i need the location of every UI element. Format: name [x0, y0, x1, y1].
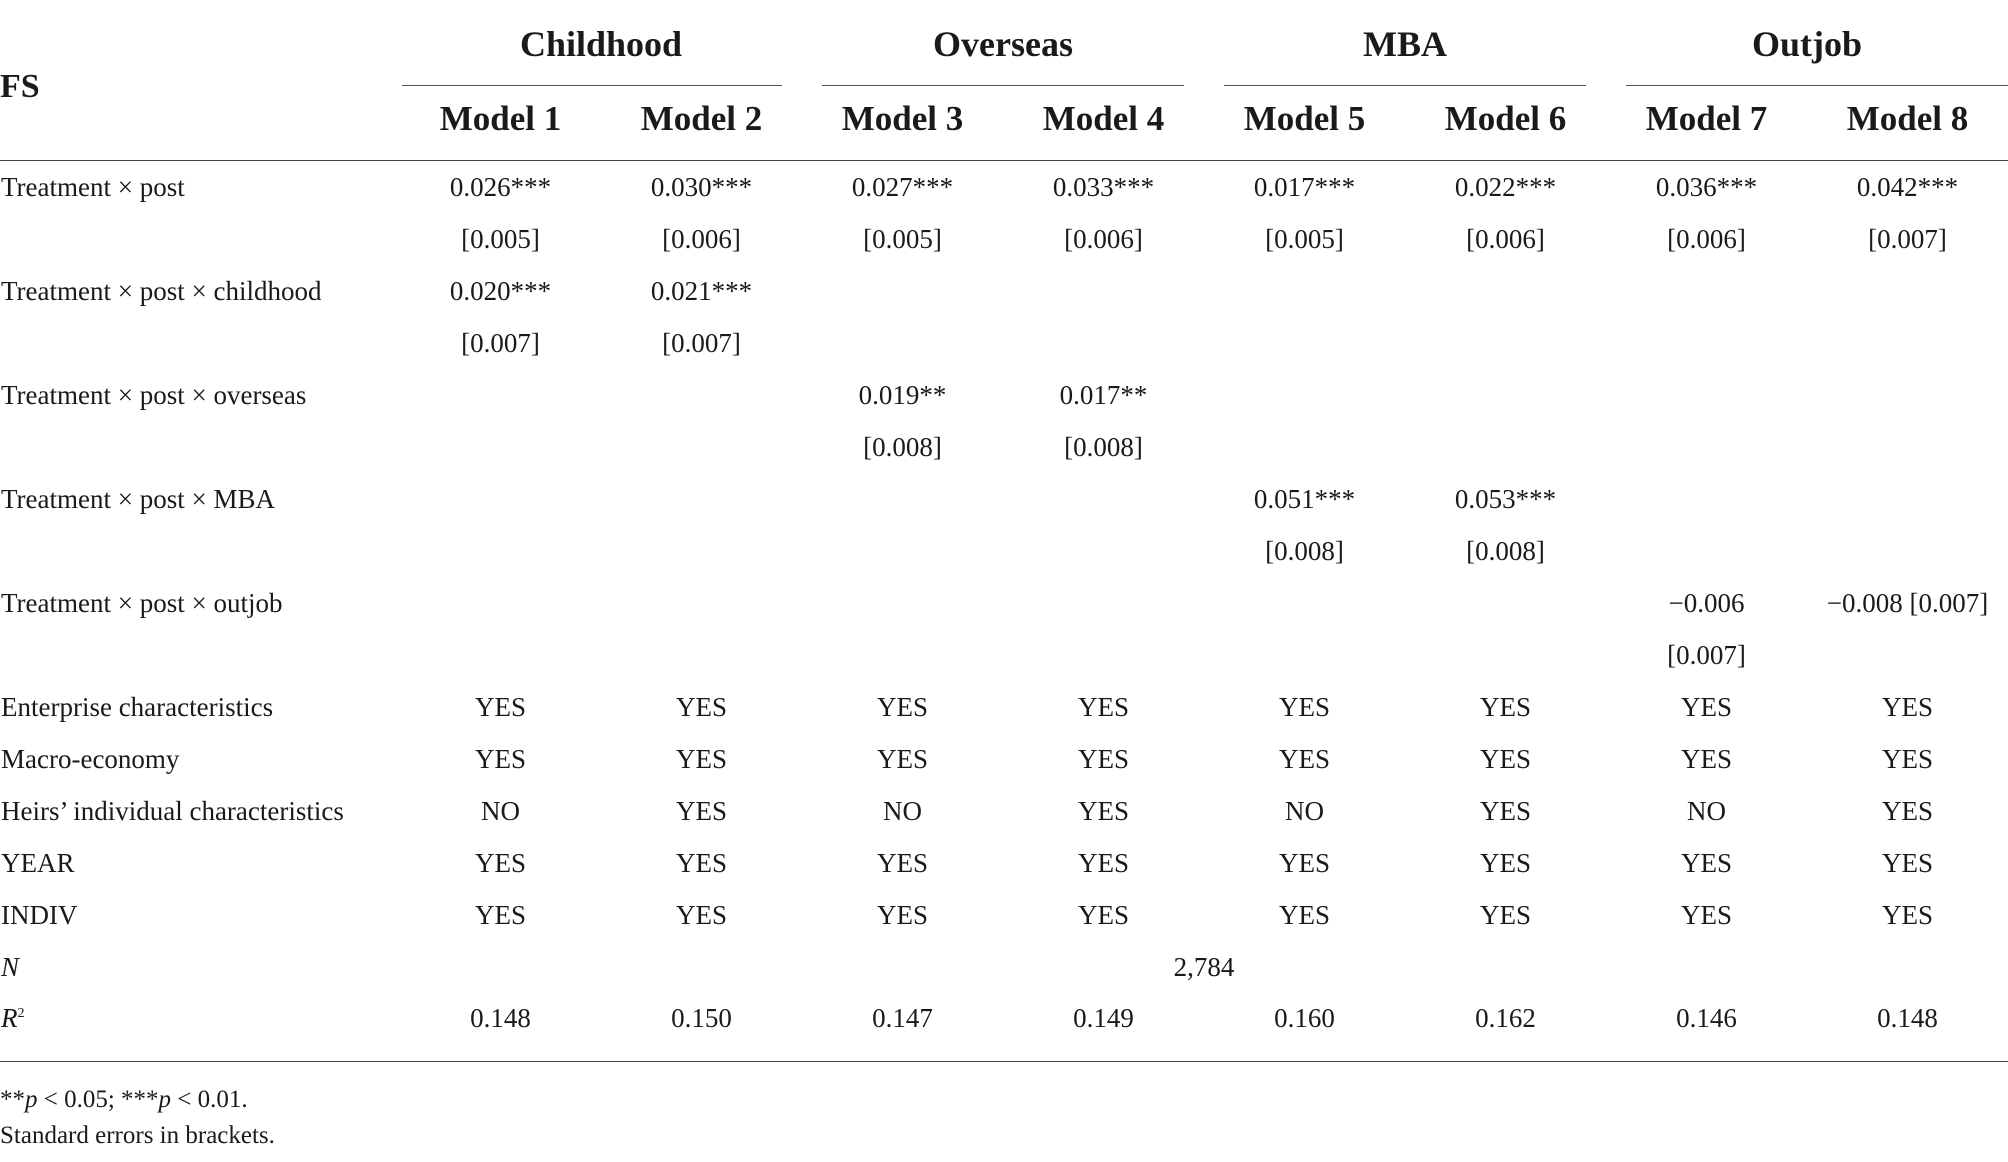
table-cell: YES: [1680, 847, 1732, 878]
table-cell: YES: [1479, 899, 1531, 930]
group-header-overseas: Overseas: [933, 24, 1073, 64]
table-cell: [1204, 421, 1405, 473]
row-label: Treatment × post × outjob: [1, 587, 283, 618]
table-cell: YES: [675, 795, 727, 826]
model-header-blank: [0, 78, 400, 161]
table-cell: [400, 577, 601, 629]
model-header-3: Model 3: [802, 78, 1003, 161]
model-header-7: Model 7: [1606, 78, 1807, 161]
table-cell: [0.007]: [662, 327, 741, 358]
row-label: Treatment × post: [1, 171, 185, 202]
group-header-outjob: Outjob: [1751, 24, 1863, 64]
table-cell: 0.051***: [1253, 483, 1356, 514]
row-label: Enterprise characteristics: [1, 691, 274, 722]
table-cell: [601, 577, 802, 629]
standard-errors-note: Standard errors in brackets.: [0, 1122, 275, 1149]
table-cell: YES: [474, 847, 526, 878]
row-label: Treatment × post × overseas: [1, 379, 307, 410]
n-value: 2,784: [1173, 951, 1235, 982]
table-cell: YES: [1278, 899, 1330, 930]
row-label: Heirs’ individual characteristics: [1, 795, 344, 826]
table-cell: [1606, 525, 1807, 577]
table-cell: [0.007]: [1868, 223, 1947, 254]
table-cell: −0.008 [0.007]: [1826, 587, 1989, 618]
table-cell: [802, 525, 1003, 577]
table-cell: 0.026***: [449, 171, 552, 202]
r2-cell-2: 0.150: [601, 993, 802, 1062]
table-cell: YES: [675, 899, 727, 930]
row-label: [0, 421, 400, 473]
table-cell: YES: [1077, 847, 1129, 878]
table-cell: 0.019**: [858, 379, 947, 410]
table-cell: [0.006]: [1667, 223, 1746, 254]
row-label: Macro-economy: [1, 743, 180, 774]
table-cell: YES: [474, 743, 526, 774]
table-cell: NO: [883, 795, 922, 826]
table-cell: [1204, 369, 1405, 421]
table-cell: [0.007]: [461, 327, 540, 358]
table-cell: [601, 421, 802, 473]
table-cell: YES: [1077, 795, 1129, 826]
table-cell: [0.005]: [863, 223, 942, 254]
table-cell: 0.036***: [1655, 171, 1758, 202]
table-cell: [0.007]: [1667, 639, 1746, 670]
table-cell: YES: [1278, 691, 1330, 722]
table-row: [0, 317, 2008, 369]
r2-cell-4: 0.149: [1003, 993, 1204, 1062]
table-cell: NO: [1285, 795, 1324, 826]
table-row: [0, 525, 2008, 577]
table-row: [0, 369, 2008, 421]
table-cell: YES: [1278, 847, 1330, 878]
table-cell: 0.042***: [1856, 171, 1959, 202]
table-row: [0, 681, 2008, 733]
table-cell: [802, 265, 1003, 317]
r2-cell-8: 0.148: [1807, 993, 2008, 1062]
table-cell: 0.053***: [1454, 483, 1557, 514]
table-cell: [1606, 473, 1807, 525]
r2-cell-6: 0.162: [1405, 993, 1606, 1062]
regression-table: [0, 10, 2008, 1062]
table-cell: [601, 369, 802, 421]
table-cell: YES: [1881, 899, 1933, 930]
table-cell: [1003, 577, 1204, 629]
n-label: N: [1, 951, 20, 982]
table-row: [0, 265, 2008, 317]
table-cell: [1405, 577, 1606, 629]
sig-rest-2: < 0.01.: [171, 1086, 248, 1113]
table-cell: YES: [1479, 743, 1531, 774]
table-cell: [1405, 421, 1606, 473]
r2-cell-5: 0.160: [1204, 993, 1405, 1062]
table-cell: YES: [1680, 743, 1732, 774]
table-cell: [1807, 421, 2008, 473]
table-cell: [601, 525, 802, 577]
table-cell: [0.006]: [1064, 223, 1143, 254]
table-cell: [1807, 629, 2008, 681]
row-label: [0, 525, 400, 577]
table-cell: [0.008]: [1466, 535, 1545, 566]
table-cell: YES: [1077, 743, 1129, 774]
table-cell: [1807, 473, 2008, 525]
table-cell: 0.017***: [1253, 171, 1356, 202]
table-cell: [802, 577, 1003, 629]
row-label: YEAR: [1, 847, 75, 878]
table-cell: [0.005]: [461, 223, 540, 254]
group-header-row: [0, 10, 2008, 78]
table-cell: YES: [1881, 743, 1933, 774]
model-header-5: Model 5: [1204, 78, 1405, 161]
table-cell: [0.008]: [1064, 431, 1143, 462]
table-cell: YES: [1881, 691, 1933, 722]
n-row: [0, 941, 2008, 993]
table-cell: YES: [675, 691, 727, 722]
row-label: [0, 317, 400, 369]
table-cell: YES: [474, 899, 526, 930]
table-cell: [1003, 473, 1204, 525]
corner-label-cell: [0, 10, 400, 105]
table-cell: [1606, 317, 1807, 369]
table-notes: [0, 1082, 275, 1154]
table-cell: [1003, 265, 1204, 317]
table-cell: YES: [1278, 743, 1330, 774]
table-cell: [400, 473, 601, 525]
table-cell: [1003, 525, 1204, 577]
table-row: [0, 213, 2008, 265]
table-cell: YES: [675, 743, 727, 774]
table-cell: [0.008]: [863, 431, 942, 462]
table-cell: YES: [675, 847, 727, 878]
table-cell: YES: [1881, 795, 1933, 826]
r2-row: [0, 993, 2008, 1062]
group-header-mba: MBA: [1363, 24, 1447, 64]
table-cell: YES: [1077, 899, 1129, 930]
table-cell: YES: [876, 691, 928, 722]
model-header-1: Model 1: [400, 78, 601, 161]
model-header-6: Model 6: [1405, 78, 1606, 161]
table-cell: [1807, 317, 2008, 369]
table-cell: [1606, 265, 1807, 317]
table-row: [0, 785, 2008, 837]
table-row: [0, 629, 2008, 681]
table-cell: [1807, 265, 2008, 317]
table-cell: [1003, 317, 1204, 369]
table-cell: 0.020***: [449, 275, 552, 306]
table-cell: [1405, 265, 1606, 317]
table-cell: [1405, 369, 1606, 421]
table-cell: [0.006]: [1466, 223, 1545, 254]
model-header-4: Model 4: [1003, 78, 1204, 161]
corner-label: FS: [0, 68, 40, 105]
table-cell: [1606, 421, 1807, 473]
r2-label-cell: [0, 993, 400, 1062]
row-label: Treatment × post × childhood: [1, 275, 322, 306]
r2-cell-7: 0.146: [1606, 993, 1807, 1062]
table-cell: [0.005]: [1265, 223, 1344, 254]
table-cell: [802, 317, 1003, 369]
table-cell: NO: [1687, 795, 1726, 826]
significance-note: [0, 1082, 275, 1118]
r2-cell-3: 0.147: [802, 993, 1003, 1062]
table-row: [0, 837, 2008, 889]
sig-rest-1: < 0.05; ***: [37, 1086, 159, 1113]
table-cell: [1204, 577, 1405, 629]
table-cell: [1405, 317, 1606, 369]
table-cell: −0.006: [1668, 587, 1745, 618]
table-cell: [400, 629, 601, 681]
table-cell: [1606, 369, 1807, 421]
table-cell: [601, 629, 802, 681]
table-cell: [1807, 525, 2008, 577]
table-row: [0, 161, 2008, 214]
r2-label: R: [1, 1003, 18, 1033]
table-cell: [1405, 629, 1606, 681]
row-label: [0, 629, 400, 681]
group-header-childhood: Childhood: [519, 24, 683, 64]
table-cell: [802, 629, 1003, 681]
table-cell: NO: [481, 795, 520, 826]
table-cell: [0.006]: [662, 223, 741, 254]
row-label: [0, 213, 400, 265]
sig-stars-1: **: [0, 1086, 25, 1113]
model-header-2: Model 2: [601, 78, 802, 161]
table-row: [0, 733, 2008, 785]
table-row: [0, 577, 2008, 629]
table-cell: [802, 473, 1003, 525]
row-label: INDIV: [1, 899, 78, 930]
table-cell: YES: [1077, 691, 1129, 722]
table-cell: YES: [876, 899, 928, 930]
table-cell: 0.027***: [851, 171, 954, 202]
table-row: [0, 889, 2008, 941]
table-cell: 0.017**: [1059, 379, 1148, 410]
table-cell: YES: [474, 691, 526, 722]
table-cell: 0.033***: [1052, 171, 1155, 202]
table-cell: [601, 473, 802, 525]
table-cell: YES: [876, 847, 928, 878]
r2-cell-1: 0.148: [400, 993, 601, 1062]
table-cell: YES: [1479, 847, 1531, 878]
table-cell: YES: [1881, 847, 1933, 878]
table-cell: 0.022***: [1454, 171, 1557, 202]
table-cell: YES: [1680, 899, 1732, 930]
table-cell: [400, 421, 601, 473]
table-cell: YES: [1479, 795, 1531, 826]
table-cell: [1204, 317, 1405, 369]
table-cell: [0.008]: [1265, 535, 1344, 566]
table-cell: YES: [876, 743, 928, 774]
r2-label-sup: 2: [17, 1006, 25, 1021]
row-label: Treatment × post × MBA: [1, 483, 275, 514]
table-cell: [400, 369, 601, 421]
model-header-8: Model 8: [1807, 78, 2008, 161]
table-cell: [1204, 629, 1405, 681]
table-cell: [1204, 265, 1405, 317]
model-header-row: [0, 78, 2008, 161]
table-cell: YES: [1680, 691, 1732, 722]
table-body: [0, 161, 2008, 1062]
table-row: [0, 473, 2008, 525]
table-cell: [1003, 629, 1204, 681]
table-cell: 0.021***: [650, 275, 753, 306]
table-cell: [1807, 369, 2008, 421]
table-row: [0, 421, 2008, 473]
table-cell: [400, 525, 601, 577]
table-cell: 0.030***: [650, 171, 753, 202]
sig-p-1: p: [25, 1086, 38, 1113]
sig-p-2: p: [158, 1086, 172, 1113]
table-cell: YES: [1479, 691, 1531, 722]
